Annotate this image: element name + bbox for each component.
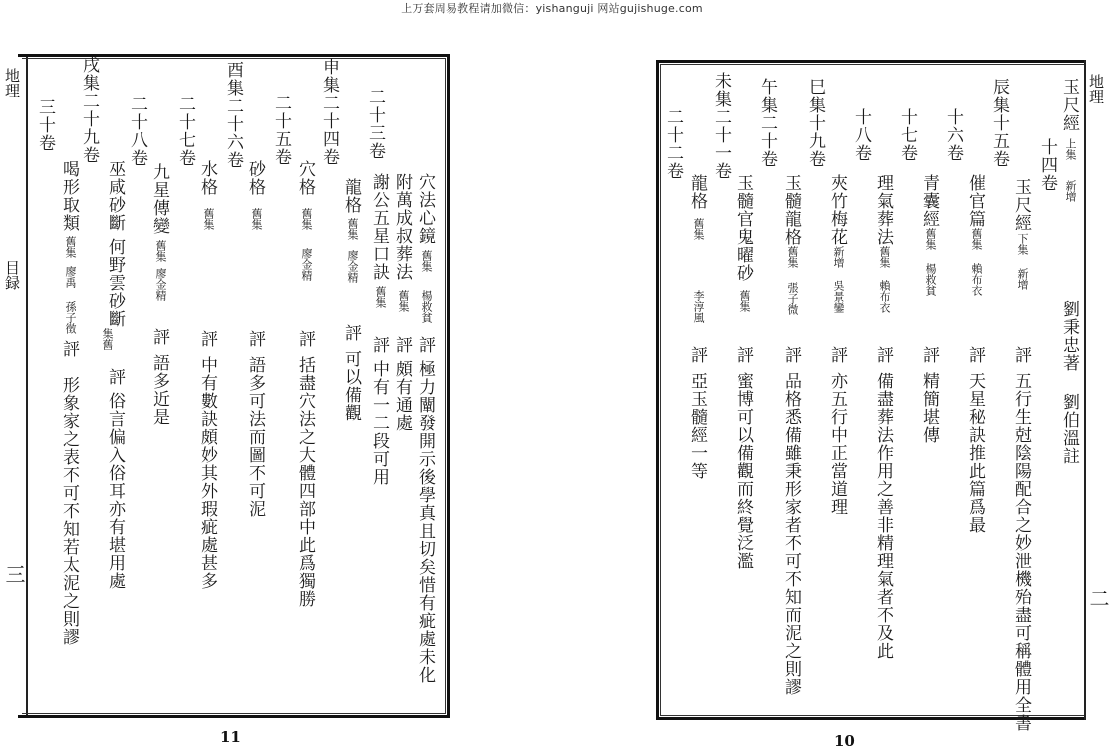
toc-title: 玉髓龍格: [781, 174, 801, 246]
toc-title: 玉尺經: [1059, 78, 1079, 132]
toc-comment: 評: [687, 346, 707, 364]
toc-comment-text: 中有數訣頗妙其外瑕疵處甚多: [197, 356, 217, 590]
toc-title: 龍格: [687, 174, 707, 210]
toc-vol: 二十七卷: [175, 95, 195, 167]
toc-author: 廖禹 孫子徵: [64, 266, 77, 334]
toc-vol: 未集二十一卷: [711, 72, 731, 180]
toc-tag: 上集: [1064, 138, 1077, 160]
toc-comment: 評: [919, 346, 939, 364]
toc-comment: 評: [733, 346, 753, 364]
toc-title: 附萬成叔葬法: [392, 173, 412, 281]
toc-comment-text: 極力闡發開示後學真且切矣惜有疵處未化: [415, 360, 435, 684]
toc-comment: 評: [392, 336, 412, 354]
toc-comment-text: 可以備觀: [341, 350, 361, 422]
toc-author: 吳景鑾: [832, 280, 845, 313]
toc-comment: 評: [827, 346, 847, 364]
toc-author: 李淳風: [692, 290, 705, 323]
toc-title: 玉髓官鬼曜砂: [733, 174, 753, 282]
toc-vol: 十六卷: [943, 108, 963, 162]
toc-vol: 二十八卷: [127, 95, 147, 167]
toc-comment: 評: [1011, 346, 1031, 364]
toc-comment-text: 精簡堪傳: [919, 372, 939, 444]
toc-comment-text: 品格悉備雖秉形家者不可不知而泥之則謬: [781, 372, 801, 696]
toc-author: 新增: [1064, 180, 1077, 202]
toc-comment: 評: [781, 346, 801, 364]
toc-comment: 評: [873, 346, 893, 364]
toc-vol: 十七卷: [897, 108, 917, 162]
right-side-title: 地理: [1087, 74, 1105, 104]
toc-title: 夾竹梅花: [827, 174, 847, 246]
toc-title: 穴格: [295, 160, 315, 196]
toc-comment: 評: [369, 336, 389, 354]
right-side-leaf: 二: [1086, 588, 1110, 608]
toc-vol: 十八卷: [851, 108, 871, 162]
right-page: [560, 28, 1110, 754]
toc-tag: 舊集: [420, 250, 433, 272]
toc-author: 張子微: [786, 282, 799, 315]
toc-comment-text: 天星秘訣推此篇爲最: [965, 372, 985, 534]
toc-tag: 舊集: [878, 246, 891, 268]
toc-comment-text: 亞玉髓經一等: [687, 372, 707, 480]
toc-comment: 評: [197, 330, 217, 348]
toc-comment: 評: [295, 330, 315, 348]
toc-comment: 評: [341, 324, 361, 342]
toc-tag: 舊集: [738, 290, 751, 312]
toc-vol: 三十卷: [35, 98, 55, 152]
toc-tag: 集舊: [101, 328, 114, 350]
toc-author: 廖金精: [300, 248, 313, 281]
left-side-title: 地理: [3, 68, 21, 98]
page-number: 10: [834, 732, 855, 750]
toc-comment-text: 備盡葬法作用之善非精理氣者不及此: [873, 372, 893, 660]
toc-tag: 舊集: [692, 218, 705, 240]
toc-vol: 申集二十四卷: [319, 58, 339, 166]
left-page: [0, 28, 540, 754]
watermark-banner: 上万套周易教程请加微信：yishanguji 网站gujishuge.com: [401, 2, 703, 15]
toc-title: 何野雲砂斷: [105, 238, 125, 328]
toc-vol: 午集二十卷: [757, 78, 777, 168]
toc-comment: 評: [59, 340, 79, 358]
toc-title: 九星傳變: [149, 163, 169, 235]
toc-tag: 舊集: [786, 246, 799, 268]
toc-tag: 舊集: [250, 208, 263, 230]
toc-comment-text: 括盡穴法之大體四部中此爲獨勝: [295, 356, 315, 608]
toc-comment-text: 亦五行中正當道理: [827, 372, 847, 516]
toc-tag: 舊集: [970, 228, 983, 250]
toc-author: 廖金精: [346, 250, 359, 283]
toc-vol: 巳集十九卷: [805, 78, 825, 168]
toc-author: 廖金精: [154, 268, 167, 301]
toc-author: 賴布衣: [970, 263, 983, 296]
toc-title: 催官篇: [965, 174, 985, 228]
toc-tag: 舊集: [202, 208, 215, 230]
toc-tag: 舊集: [397, 290, 410, 312]
toc-title: 青囊經: [919, 174, 939, 228]
toc-comment-text: 頗有通處: [392, 360, 412, 432]
toc-title: 喝形取類: [59, 160, 79, 232]
toc-comment-text: 五行生尅陰陽配合之妙泄機殆盡可稱體用全書: [1011, 372, 1031, 732]
toc-vol: 二十三卷: [365, 88, 385, 160]
toc-comment-text: 語多可法而圖不可泥: [245, 356, 265, 518]
toc-title: 玉尺經: [1011, 178, 1031, 232]
toc-comment-text: 語多近是: [149, 354, 169, 426]
toc-comment-text: 形象家之表不可不知若太泥之則謬: [59, 376, 79, 646]
toc-tag: 舊集: [300, 208, 313, 230]
toc-title: 砂格: [245, 160, 265, 196]
toc-tag: 下集: [1016, 233, 1029, 255]
toc-vol: 十四卷: [1037, 138, 1057, 192]
toc-tag: 舊集: [64, 236, 77, 258]
toc-tag: 舊集: [924, 228, 937, 250]
toc-comment-text: 俗言偏入俗耳亦有堪用處: [105, 392, 125, 590]
toc-vol: 戌集二十九卷: [79, 56, 99, 164]
left-side-leaf: 三: [2, 564, 26, 584]
toc-author: 賴布衣: [878, 280, 891, 313]
left-side-section: 目録: [3, 260, 21, 290]
toc-title: 謝公五星口訣: [369, 173, 389, 281]
toc-vol: 辰集十五卷: [989, 78, 1009, 168]
toc-author: 楊救貧: [420, 290, 433, 323]
toc-tag: 新增: [832, 246, 845, 268]
toc-title: 巫咸砂斷: [105, 160, 125, 232]
toc-title: 穴法心鏡: [415, 173, 435, 245]
toc-comment-text: 中有一二段可用: [369, 360, 389, 486]
toc-title: 理氣葬法: [873, 174, 893, 246]
toc-tag: 舊集: [154, 240, 167, 262]
toc-comment: 評: [245, 330, 265, 348]
toc-comment: 評: [965, 346, 985, 364]
toc-title: 水格: [197, 160, 217, 196]
toc-tag: 舊集: [374, 286, 387, 308]
toc-title: 龍格: [341, 178, 361, 214]
toc-comment: 評: [415, 336, 435, 354]
toc-author: 楊救貧: [924, 263, 937, 296]
toc-tag: 舊集: [346, 218, 359, 240]
toc-comment: 評: [149, 328, 169, 346]
toc-vol: 二十二卷: [663, 108, 683, 180]
toc-comment-text: 蜜博可以備觀而終覺泛濫: [733, 372, 753, 570]
toc-author: 新增: [1016, 268, 1029, 290]
toc-vol: 酉集二十六卷: [223, 61, 243, 169]
page-number: 11: [220, 728, 241, 746]
toc-comment: 評: [105, 368, 125, 386]
toc-comment-text: 劉秉忠著 劉伯溫註: [1059, 300, 1079, 465]
toc-vol: 二十五卷: [271, 94, 291, 166]
